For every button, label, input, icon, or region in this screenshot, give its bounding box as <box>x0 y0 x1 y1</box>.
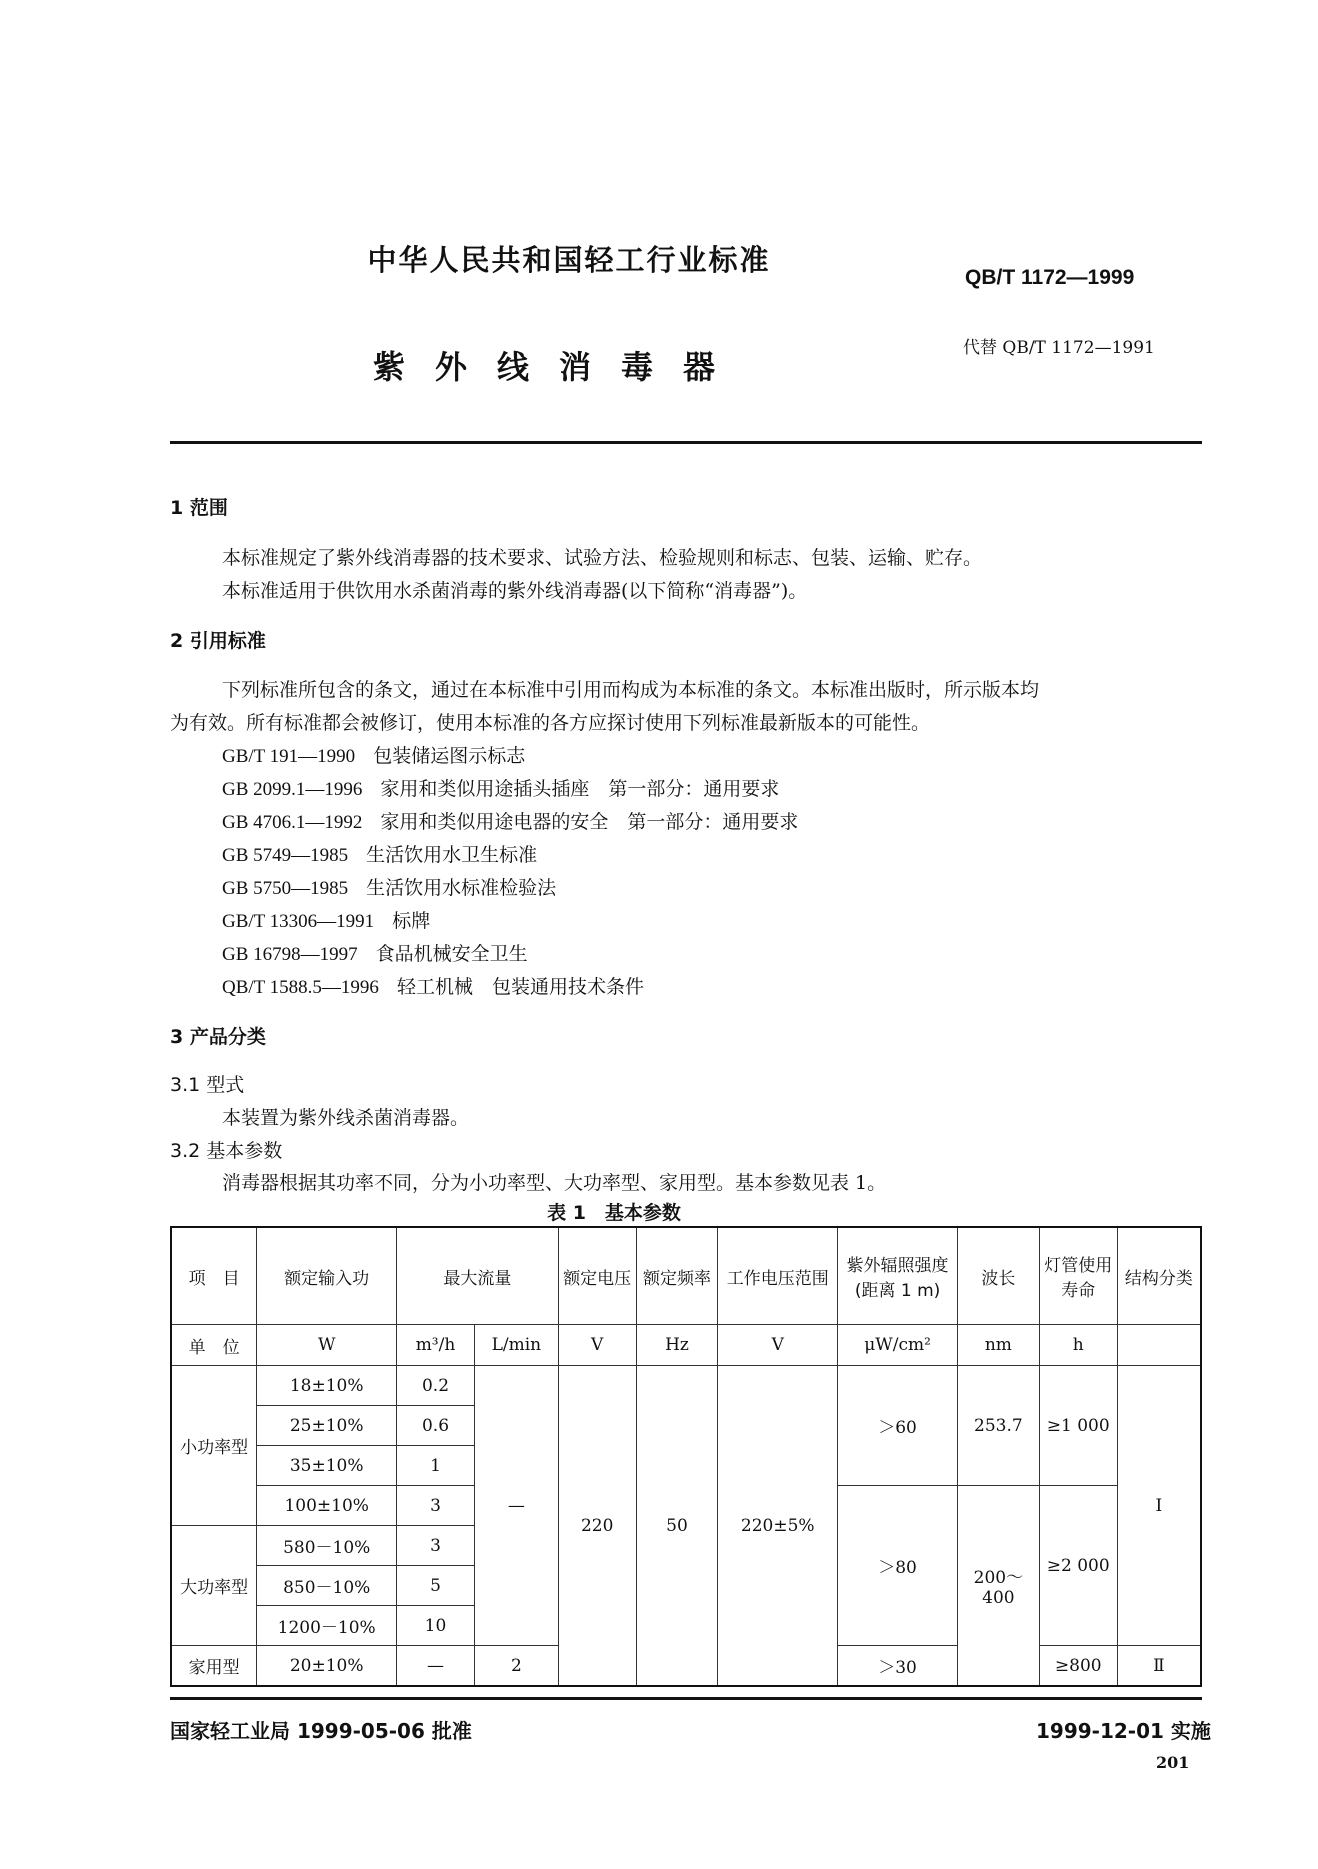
header-voltage: 额定电压 <box>558 1227 636 1325</box>
section-2-para-line-1: 下列标准所包含的条文，通过在本标准中引用而构成为本标准的条文。本标准出版时，所示版本均 <box>222 679 1040 701</box>
group-large-power: 大功率型 <box>171 1526 257 1646</box>
cell-power: 850－10% <box>257 1566 397 1606</box>
header-rule <box>170 441 1202 444</box>
group-home: 家用型 <box>171 1646 257 1687</box>
cell-power: 25±10% <box>257 1406 397 1446</box>
cell-structure-home: Ⅱ <box>1117 1646 1201 1687</box>
replaces-note: 代替 QB/T 1172—1991 <box>963 338 1155 358</box>
cell-flow: 3 <box>397 1486 475 1526</box>
reference-item: GB/T 13306—1991 标牌 <box>222 910 431 932</box>
header-wavelength: 波长 <box>957 1227 1039 1325</box>
cell-power: 35±10% <box>257 1446 397 1486</box>
section-1-para-1: 本标准规定了紫外线消毒器的技术要求、试验方法、检验规则和标志、包装、运输、贮存。 <box>222 547 983 569</box>
reference-item: GB 2099.1—1996 家用和类似用途插头插座 第一部分：通用要求 <box>222 778 780 800</box>
cell-power: 18±10% <box>257 1366 397 1406</box>
cell-life-home: ≥800 <box>1039 1646 1117 1687</box>
unit-power: W <box>257 1325 397 1366</box>
cell-wave-large: 200～400 <box>957 1486 1039 1687</box>
cell-structure-main: Ⅰ <box>1117 1366 1201 1646</box>
cell-flow: 0.6 <box>397 1406 475 1446</box>
section-3-2-text: 消毒器根据其功率不同，分为小功率型、大功率型、家用型。基本参数见表 1。 <box>222 1172 887 1194</box>
header-power: 额定输入功 <box>257 1227 397 1325</box>
table-caption: 表 1 基本参数 <box>547 1202 681 1224</box>
cell-flow: 3 <box>397 1526 475 1566</box>
effective-date: 1999-12-01 实施 <box>1036 1719 1211 1743</box>
cell-power: 100±10% <box>257 1486 397 1526</box>
unit-frequency: Hz <box>636 1325 718 1366</box>
reference-item: GB/T 191—1990 包装储运图示标志 <box>222 745 526 767</box>
header-voltage-range: 工作电压范围 <box>718 1227 838 1325</box>
cell-flow: — <box>397 1646 475 1687</box>
footer-rule <box>170 1697 1202 1700</box>
reference-item: GB 16798—1997 食品机械安全卫生 <box>222 943 528 965</box>
unit-label: 单 位 <box>171 1325 257 1366</box>
reference-item: GB 4706.1—1992 家用和类似用途电器的安全 第一部分：通用要求 <box>222 811 799 833</box>
cell-flow-l-main: — <box>474 1366 558 1646</box>
section-2-heading: 2 引用标准 <box>170 630 266 652</box>
cell-wave-small: 253.7 <box>957 1366 1039 1486</box>
cell-voltage: 220 <box>558 1366 636 1687</box>
unit-flow-l: L/min <box>474 1325 558 1366</box>
cell-frequency: 50 <box>636 1366 718 1687</box>
section-3-2-heading: 3.2 基本参数 <box>170 1140 283 1162</box>
section-3-1-text: 本装置为紫外线杀菌消毒器。 <box>222 1107 470 1129</box>
header-structure: 结构分类 <box>1117 1227 1201 1325</box>
table-unit-row <box>171 1325 1201 1366</box>
reference-item: QB/T 1588.5—1996 轻工机械 包装通用技术条件 <box>222 976 644 998</box>
section-3-1-heading: 3.1 型式 <box>170 1074 245 1096</box>
section-1-heading: 1 范围 <box>170 497 228 519</box>
header-frequency: 额定频率 <box>636 1227 718 1325</box>
group-small-power: 小功率型 <box>171 1366 257 1526</box>
cell-flow: 5 <box>397 1566 475 1606</box>
document-title: 紫外线消毒器 <box>372 348 745 386</box>
cell-voltage-range: 220±5% <box>718 1366 838 1687</box>
cell-power: 580－10% <box>257 1526 397 1566</box>
cell-uv-small: ＞60 <box>838 1366 958 1486</box>
header-uv-intensity: 紫外辐照强度(距离 1 m) <box>838 1227 958 1325</box>
unit-uv: μW/cm² <box>838 1325 958 1366</box>
table-header-row <box>171 1227 1201 1325</box>
cell-power: 20±10% <box>257 1646 397 1687</box>
reference-item: GB 5749—1985 生活饮用水卫生标准 <box>222 844 538 866</box>
reference-item: GB 5750—1985 生活饮用水标准检验法 <box>222 877 557 899</box>
section-3-heading: 3 产品分类 <box>170 1026 266 1048</box>
unit-structure <box>1117 1325 1201 1366</box>
unit-voltage: V <box>558 1325 636 1366</box>
header-lamp-life: 灯管使用寿命 <box>1039 1227 1117 1325</box>
header-flow: 最大流量 <box>397 1227 559 1325</box>
unit-wavelength: nm <box>957 1325 1039 1366</box>
section-1-para-2: 本标准适用于供饮用水杀菌消毒的紫外线消毒器(以下简称“消毒器”)。 <box>222 580 808 602</box>
issuer-title: 中华人民共和国轻工行业标准 <box>367 243 771 277</box>
cell-flow: 0.2 <box>397 1366 475 1406</box>
cell-uv-home: ＞30 <box>838 1646 958 1687</box>
section-2-para-line-2: 为有效。所有标准都会被修订，使用本标准的各方应探讨使用下列标准最新版本的可能性。 <box>170 712 931 734</box>
cell-flow: 1 <box>397 1446 475 1486</box>
cell-flow-l: 2 <box>474 1646 558 1687</box>
cell-flow: 10 <box>397 1606 475 1646</box>
cell-life-large: ≥2 000 <box>1039 1486 1117 1646</box>
standard-number: QB/T 1172—1999 <box>965 266 1135 289</box>
header-item: 项 目 <box>171 1227 257 1325</box>
cell-power: 1200－10% <box>257 1606 397 1646</box>
cell-life-small: ≥1 000 <box>1039 1366 1117 1486</box>
unit-flow-m3: m³/h <box>397 1325 475 1366</box>
basic-parameters-table <box>170 1226 1202 1687</box>
cell-uv-large: ＞80 <box>838 1486 958 1646</box>
unit-range: V <box>718 1325 838 1366</box>
approval-note: 国家轻工业局 1999-05-06 批准 <box>170 1719 472 1743</box>
table-row <box>171 1366 1201 1406</box>
unit-life: h <box>1039 1325 1117 1366</box>
page-number: 201 <box>1156 1753 1190 1772</box>
